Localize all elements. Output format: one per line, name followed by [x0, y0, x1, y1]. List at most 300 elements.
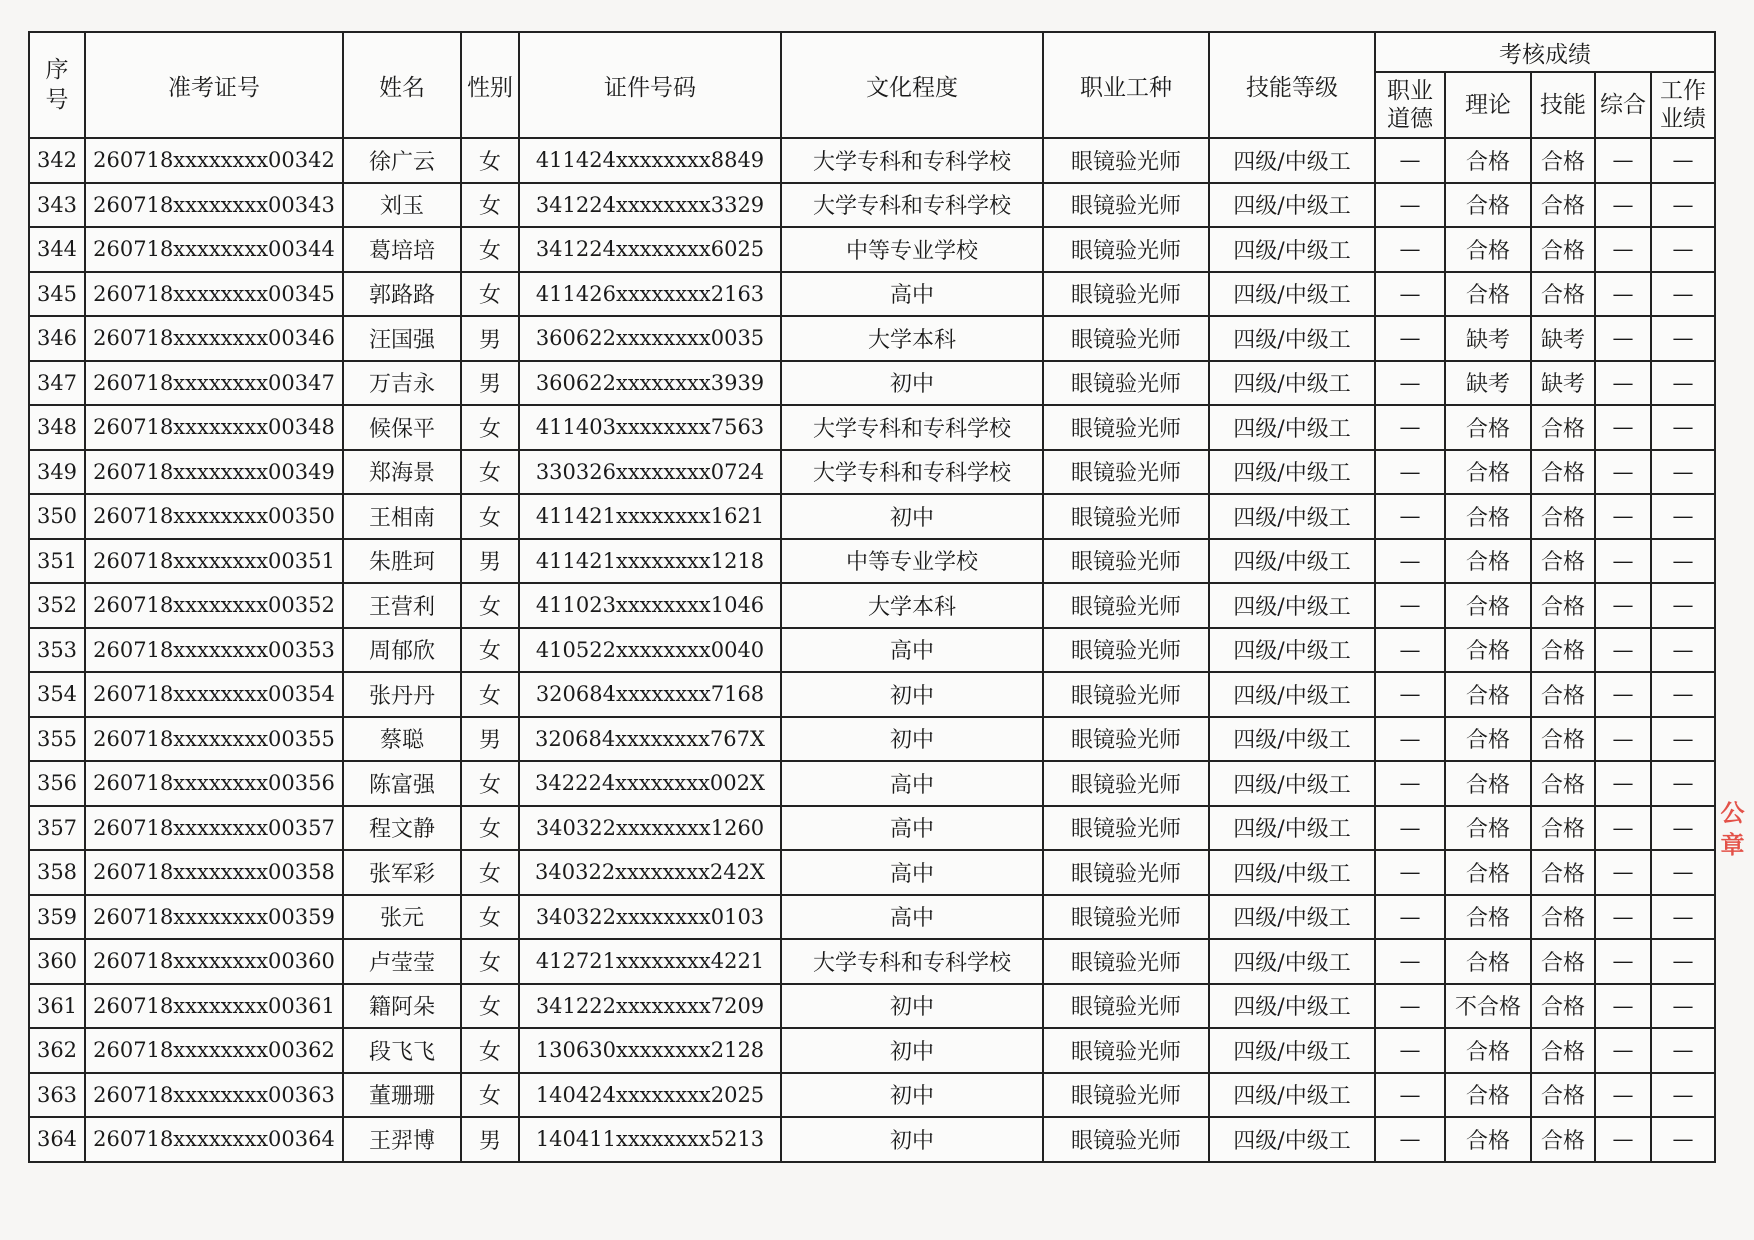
occupation-cell: 眼镜验光师	[1043, 539, 1209, 584]
seq-cell: 349	[29, 450, 85, 495]
gender-cell: 女	[461, 450, 519, 495]
skill-level-cell: 四级/中级工	[1209, 628, 1375, 673]
name-cell: 刘玉	[343, 183, 461, 228]
skill-level-cell: 四级/中级工	[1209, 806, 1375, 851]
theory-cell: 合格	[1445, 895, 1531, 940]
id-no-cell: 360622xxxxxxxx3939	[519, 361, 781, 406]
work-cell: —	[1651, 984, 1715, 1029]
work-cell: —	[1651, 494, 1715, 539]
education-cell: 高中	[781, 761, 1043, 806]
seq-cell: 352	[29, 583, 85, 628]
gender-cell: 男	[461, 1117, 519, 1162]
ethics-cell: —	[1375, 316, 1445, 361]
seq-cell: 346	[29, 316, 85, 361]
table-row	[29, 717, 1715, 762]
overall-cell: —	[1595, 939, 1651, 984]
education-cell: 大学专科和专科学校	[781, 405, 1043, 450]
occupation-cell: 眼镜验光师	[1043, 272, 1209, 317]
id-no-cell: 342224xxxxxxxx002X	[519, 761, 781, 806]
name-cell: 郑海景	[343, 450, 461, 495]
overall-cell: —	[1595, 138, 1651, 183]
ethics-cell: —	[1375, 1028, 1445, 1073]
skill-level-cell: 四级/中级工	[1209, 272, 1375, 317]
skill-cell: 缺考	[1531, 361, 1595, 406]
exam-no-cell: 260718xxxxxxxx00361	[85, 984, 343, 1029]
work-cell: —	[1651, 138, 1715, 183]
id-no-cell: 340322xxxxxxxx0103	[519, 895, 781, 940]
skill-cell: 合格	[1531, 183, 1595, 228]
education-cell: 初中	[781, 1073, 1043, 1118]
skill-level-cell: 四级/中级工	[1209, 494, 1375, 539]
seq-cell: 344	[29, 227, 85, 272]
skill-level-cell: 四级/中级工	[1209, 539, 1375, 584]
overall-cell: —	[1595, 895, 1651, 940]
id-no-cell: 320684xxxxxxxx7168	[519, 672, 781, 717]
exam-no-cell: 260718xxxxxxxx00347	[85, 361, 343, 406]
theory-cell: 不合格	[1445, 984, 1531, 1029]
occupation-cell: 眼镜验光师	[1043, 1028, 1209, 1073]
theory-cell: 合格	[1445, 539, 1531, 584]
skill-level-cell: 四级/中级工	[1209, 405, 1375, 450]
header-name: 姓名	[343, 32, 461, 138]
header-exam-no: 准考证号	[85, 32, 343, 138]
work-cell: —	[1651, 1117, 1715, 1162]
skill-cell: 合格	[1531, 494, 1595, 539]
ethics-cell: —	[1375, 1117, 1445, 1162]
overall-cell: —	[1595, 717, 1651, 762]
header-seq-label: 序 号	[45, 57, 69, 113]
name-cell: 王相南	[343, 494, 461, 539]
gender-cell: 女	[461, 405, 519, 450]
theory-cell: 合格	[1445, 1117, 1531, 1162]
id-no-cell: 411424xxxxxxxx8849	[519, 138, 781, 183]
work-cell: —	[1651, 272, 1715, 317]
header-work	[1651, 72, 1715, 138]
ethics-cell: —	[1375, 539, 1445, 584]
skill-cell: 合格	[1531, 272, 1595, 317]
seq-cell: 348	[29, 405, 85, 450]
id-no-cell: 320684xxxxxxxx767X	[519, 717, 781, 762]
exam-no-cell: 260718xxxxxxxx00343	[85, 183, 343, 228]
results-table	[28, 31, 1716, 1163]
gender-cell: 男	[461, 539, 519, 584]
skill-cell: 合格	[1531, 761, 1595, 806]
gender-cell: 女	[461, 272, 519, 317]
seq-cell: 347	[29, 361, 85, 406]
exam-no-cell: 260718xxxxxxxx00345	[85, 272, 343, 317]
name-cell: 段飞飞	[343, 1028, 461, 1073]
theory-cell: 合格	[1445, 494, 1531, 539]
seq-cell: 362	[29, 1028, 85, 1073]
id-no-cell: 341224xxxxxxxx3329	[519, 183, 781, 228]
occupation-cell: 眼镜验光师	[1043, 717, 1209, 762]
table-row	[29, 850, 1715, 895]
exam-no-cell: 260718xxxxxxxx00360	[85, 939, 343, 984]
table-body	[29, 138, 1715, 1162]
education-cell: 高中	[781, 850, 1043, 895]
ethics-cell: —	[1375, 761, 1445, 806]
exam-no-cell: 260718xxxxxxxx00351	[85, 539, 343, 584]
skill-level-cell: 四级/中级工	[1209, 1028, 1375, 1073]
overall-cell: —	[1595, 361, 1651, 406]
exam-no-cell: 260718xxxxxxxx00356	[85, 761, 343, 806]
education-cell: 大学专科和专科学校	[781, 450, 1043, 495]
skill-level-cell: 四级/中级工	[1209, 895, 1375, 940]
ethics-cell: —	[1375, 984, 1445, 1029]
gender-cell: 女	[461, 984, 519, 1029]
exam-no-cell: 260718xxxxxxxx00357	[85, 806, 343, 851]
table-row	[29, 316, 1715, 361]
id-no-cell: 340322xxxxxxxx242X	[519, 850, 781, 895]
exam-no-cell: 260718xxxxxxxx00362	[85, 1028, 343, 1073]
ethics-cell: —	[1375, 717, 1445, 762]
theory-cell: 合格	[1445, 628, 1531, 673]
seq-cell: 358	[29, 850, 85, 895]
ethics-cell: —	[1375, 939, 1445, 984]
table-row	[29, 361, 1715, 406]
skill-cell: 合格	[1531, 539, 1595, 584]
seq-cell: 363	[29, 1073, 85, 1118]
id-no-cell: 341222xxxxxxxx7209	[519, 984, 781, 1029]
seq-cell: 361	[29, 984, 85, 1029]
name-cell: 张丹丹	[343, 672, 461, 717]
gender-cell: 女	[461, 939, 519, 984]
seq-cell: 345	[29, 272, 85, 317]
skill-level-cell: 四级/中级工	[1209, 984, 1375, 1029]
occupation-cell: 眼镜验光师	[1043, 1073, 1209, 1118]
exam-no-cell: 260718xxxxxxxx00355	[85, 717, 343, 762]
name-cell: 郭路路	[343, 272, 461, 317]
theory-cell: 合格	[1445, 272, 1531, 317]
skill-cell: 合格	[1531, 850, 1595, 895]
overall-cell: —	[1595, 227, 1651, 272]
skill-cell: 合格	[1531, 717, 1595, 762]
overall-cell: —	[1595, 272, 1651, 317]
exam-no-cell: 260718xxxxxxxx00358	[85, 850, 343, 895]
overall-cell: —	[1595, 761, 1651, 806]
id-no-cell: 411421xxxxxxxx1621	[519, 494, 781, 539]
theory-cell: 合格	[1445, 939, 1531, 984]
theory-cell: 合格	[1445, 405, 1531, 450]
table-row	[29, 583, 1715, 628]
overall-cell: —	[1595, 850, 1651, 895]
name-cell: 王羿博	[343, 1117, 461, 1162]
exam-no-cell: 260718xxxxxxxx00344	[85, 227, 343, 272]
work-cell: —	[1651, 583, 1715, 628]
exam-no-cell: 260718xxxxxxxx00346	[85, 316, 343, 361]
header-skill: 技能	[1531, 72, 1595, 138]
exam-no-cell: 260718xxxxxxxx00342	[85, 138, 343, 183]
table-row	[29, 272, 1715, 317]
occupation-cell: 眼镜验光师	[1043, 361, 1209, 406]
seal-stamp: 公章	[1716, 800, 1745, 864]
header-seq	[29, 32, 85, 138]
ethics-cell: —	[1375, 138, 1445, 183]
id-no-cell: 360622xxxxxxxx0035	[519, 316, 781, 361]
theory-cell: 合格	[1445, 672, 1531, 717]
occupation-cell: 眼镜验光师	[1043, 628, 1209, 673]
header-work-label: 工作 业绩	[1660, 78, 1706, 132]
header-ethics	[1375, 72, 1445, 138]
education-cell: 中等专业学校	[781, 539, 1043, 584]
occupation-cell: 眼镜验光师	[1043, 227, 1209, 272]
header-scores-group: 考核成绩	[1375, 32, 1715, 72]
id-no-cell: 411426xxxxxxxx2163	[519, 272, 781, 317]
education-cell: 初中	[781, 672, 1043, 717]
skill-level-cell: 四级/中级工	[1209, 450, 1375, 495]
overall-cell: —	[1595, 1028, 1651, 1073]
header-id-no: 证件号码	[519, 32, 781, 138]
education-cell: 初中	[781, 984, 1043, 1029]
ethics-cell: —	[1375, 1073, 1445, 1118]
ethics-cell: —	[1375, 583, 1445, 628]
education-cell: 初中	[781, 361, 1043, 406]
name-cell: 万吉永	[343, 361, 461, 406]
theory-cell: 合格	[1445, 583, 1531, 628]
name-cell: 王营利	[343, 583, 461, 628]
overall-cell: —	[1595, 316, 1651, 361]
table-row	[29, 138, 1715, 183]
occupation-cell: 眼镜验光师	[1043, 761, 1209, 806]
occupation-cell: 眼镜验光师	[1043, 405, 1209, 450]
ethics-cell: —	[1375, 494, 1445, 539]
table-row	[29, 984, 1715, 1029]
header-overall: 综合	[1595, 72, 1651, 138]
work-cell: —	[1651, 450, 1715, 495]
header-ethics-label: 职业 道德	[1387, 78, 1433, 132]
gender-cell: 女	[461, 1073, 519, 1118]
skill-level-cell: 四级/中级工	[1209, 850, 1375, 895]
ethics-cell: —	[1375, 361, 1445, 406]
theory-cell: 合格	[1445, 450, 1531, 495]
ethics-cell: —	[1375, 272, 1445, 317]
name-cell: 葛培培	[343, 227, 461, 272]
work-cell: —	[1651, 183, 1715, 228]
name-cell: 候保平	[343, 405, 461, 450]
exam-no-cell: 260718xxxxxxxx00363	[85, 1073, 343, 1118]
name-cell: 周郁欣	[343, 628, 461, 673]
skill-cell: 合格	[1531, 1117, 1595, 1162]
seq-cell: 343	[29, 183, 85, 228]
gender-cell: 女	[461, 895, 519, 940]
skill-level-cell: 四级/中级工	[1209, 138, 1375, 183]
education-cell: 高中	[781, 628, 1043, 673]
work-cell: —	[1651, 227, 1715, 272]
seq-cell: 356	[29, 761, 85, 806]
table-row	[29, 539, 1715, 584]
work-cell: —	[1651, 628, 1715, 673]
skill-cell: 合格	[1531, 806, 1595, 851]
skill-cell: 合格	[1531, 628, 1595, 673]
table-row	[29, 183, 1715, 228]
occupation-cell: 眼镜验光师	[1043, 183, 1209, 228]
table-row	[29, 494, 1715, 539]
name-cell: 陈富强	[343, 761, 461, 806]
gender-cell: 男	[461, 717, 519, 762]
skill-level-cell: 四级/中级工	[1209, 361, 1375, 406]
education-cell: 大学专科和专科学校	[781, 939, 1043, 984]
occupation-cell: 眼镜验光师	[1043, 450, 1209, 495]
work-cell: —	[1651, 539, 1715, 584]
name-cell: 蔡聪	[343, 717, 461, 762]
seq-cell: 364	[29, 1117, 85, 1162]
gender-cell: 女	[461, 672, 519, 717]
ethics-cell: —	[1375, 183, 1445, 228]
exam-no-cell: 260718xxxxxxxx00353	[85, 628, 343, 673]
work-cell: —	[1651, 672, 1715, 717]
ethics-cell: —	[1375, 450, 1445, 495]
exam-no-cell: 260718xxxxxxxx00349	[85, 450, 343, 495]
skill-level-cell: 四级/中级工	[1209, 227, 1375, 272]
theory-cell: 合格	[1445, 806, 1531, 851]
education-cell: 初中	[781, 494, 1043, 539]
education-cell: 大学专科和专科学校	[781, 183, 1043, 228]
ethics-cell: —	[1375, 227, 1445, 272]
ethics-cell: —	[1375, 850, 1445, 895]
gender-cell: 女	[461, 850, 519, 895]
work-cell: —	[1651, 1073, 1715, 1118]
header-gender: 性别	[461, 32, 519, 138]
education-cell: 高中	[781, 272, 1043, 317]
name-cell: 籍阿朵	[343, 984, 461, 1029]
work-cell: —	[1651, 806, 1715, 851]
exam-no-cell: 260718xxxxxxxx00350	[85, 494, 343, 539]
header-skill-level: 技能等级	[1209, 32, 1375, 138]
skill-level-cell: 四级/中级工	[1209, 1117, 1375, 1162]
education-cell: 大学本科	[781, 583, 1043, 628]
education-cell: 初中	[781, 1117, 1043, 1162]
skill-cell: 合格	[1531, 405, 1595, 450]
work-cell: —	[1651, 895, 1715, 940]
occupation-cell: 眼镜验光师	[1043, 806, 1209, 851]
id-no-cell: 412721xxxxxxxx4221	[519, 939, 781, 984]
name-cell: 卢莹莹	[343, 939, 461, 984]
theory-cell: 合格	[1445, 1028, 1531, 1073]
gender-cell: 女	[461, 583, 519, 628]
work-cell: —	[1651, 761, 1715, 806]
education-cell: 初中	[781, 717, 1043, 762]
ethics-cell: —	[1375, 405, 1445, 450]
id-no-cell: 330326xxxxxxxx0724	[519, 450, 781, 495]
skill-cell: 合格	[1531, 138, 1595, 183]
gender-cell: 女	[461, 1028, 519, 1073]
seq-cell: 357	[29, 806, 85, 851]
overall-cell: —	[1595, 450, 1651, 495]
ethics-cell: —	[1375, 672, 1445, 717]
overall-cell: —	[1595, 628, 1651, 673]
table-row	[29, 628, 1715, 673]
seq-cell: 350	[29, 494, 85, 539]
table-row	[29, 761, 1715, 806]
ethics-cell: —	[1375, 895, 1445, 940]
skill-level-cell: 四级/中级工	[1209, 583, 1375, 628]
name-cell: 张军彩	[343, 850, 461, 895]
id-no-cell: 130630xxxxxxxx2128	[519, 1028, 781, 1073]
theory-cell: 合格	[1445, 1073, 1531, 1118]
overall-cell: —	[1595, 672, 1651, 717]
id-no-cell: 341224xxxxxxxx6025	[519, 227, 781, 272]
overall-cell: —	[1595, 1117, 1651, 1162]
header-theory: 理论	[1445, 72, 1531, 138]
table-row	[29, 227, 1715, 272]
gender-cell: 女	[461, 183, 519, 228]
occupation-cell: 眼镜验光师	[1043, 895, 1209, 940]
id-no-cell: 411421xxxxxxxx1218	[519, 539, 781, 584]
ethics-cell: —	[1375, 628, 1445, 673]
overall-cell: —	[1595, 806, 1651, 851]
skill-cell: 合格	[1531, 227, 1595, 272]
gender-cell: 女	[461, 761, 519, 806]
gender-cell: 男	[461, 316, 519, 361]
skill-cell: 合格	[1531, 450, 1595, 495]
occupation-cell: 眼镜验光师	[1043, 939, 1209, 984]
seq-cell: 342	[29, 138, 85, 183]
name-cell: 朱胜珂	[343, 539, 461, 584]
gender-cell: 女	[461, 138, 519, 183]
occupation-cell: 眼镜验光师	[1043, 672, 1209, 717]
education-cell: 中等专业学校	[781, 227, 1043, 272]
table-row	[29, 450, 1715, 495]
education-cell: 初中	[781, 1028, 1043, 1073]
theory-cell: 合格	[1445, 227, 1531, 272]
theory-cell: 合格	[1445, 717, 1531, 762]
table-row	[29, 895, 1715, 940]
occupation-cell: 眼镜验光师	[1043, 316, 1209, 361]
id-no-cell: 410522xxxxxxxx0040	[519, 628, 781, 673]
skill-level-cell: 四级/中级工	[1209, 183, 1375, 228]
header-occupation: 职业工种	[1043, 32, 1209, 138]
name-cell: 汪国强	[343, 316, 461, 361]
seq-cell: 359	[29, 895, 85, 940]
education-cell: 大学专科和专科学校	[781, 138, 1043, 183]
overall-cell: —	[1595, 984, 1651, 1029]
skill-cell: 合格	[1531, 1028, 1595, 1073]
work-cell: —	[1651, 717, 1715, 762]
table-header	[29, 32, 1715, 138]
skill-cell: 合格	[1531, 895, 1595, 940]
name-cell: 程文静	[343, 806, 461, 851]
table-row	[29, 672, 1715, 717]
work-cell: —	[1651, 1028, 1715, 1073]
theory-cell: 合格	[1445, 138, 1531, 183]
skill-level-cell: 四级/中级工	[1209, 717, 1375, 762]
work-cell: —	[1651, 316, 1715, 361]
overall-cell: —	[1595, 539, 1651, 584]
skill-cell: 缺考	[1531, 316, 1595, 361]
id-no-cell: 340322xxxxxxxx1260	[519, 806, 781, 851]
exam-no-cell: 260718xxxxxxxx00348	[85, 405, 343, 450]
gender-cell: 女	[461, 494, 519, 539]
work-cell: —	[1651, 405, 1715, 450]
gender-cell: 女	[461, 806, 519, 851]
table-row	[29, 806, 1715, 851]
skill-cell: 合格	[1531, 672, 1595, 717]
gender-cell: 女	[461, 227, 519, 272]
name-cell: 董珊珊	[343, 1073, 461, 1118]
overall-cell: —	[1595, 494, 1651, 539]
name-cell: 徐广云	[343, 138, 461, 183]
skill-level-cell: 四级/中级工	[1209, 316, 1375, 361]
skill-cell: 合格	[1531, 583, 1595, 628]
seq-cell: 355	[29, 717, 85, 762]
ethics-cell: —	[1375, 806, 1445, 851]
exam-no-cell: 260718xxxxxxxx00364	[85, 1117, 343, 1162]
id-no-cell: 140424xxxxxxxx2025	[519, 1073, 781, 1118]
education-cell: 高中	[781, 806, 1043, 851]
work-cell: —	[1651, 361, 1715, 406]
occupation-cell: 眼镜验光师	[1043, 850, 1209, 895]
overall-cell: —	[1595, 1073, 1651, 1118]
